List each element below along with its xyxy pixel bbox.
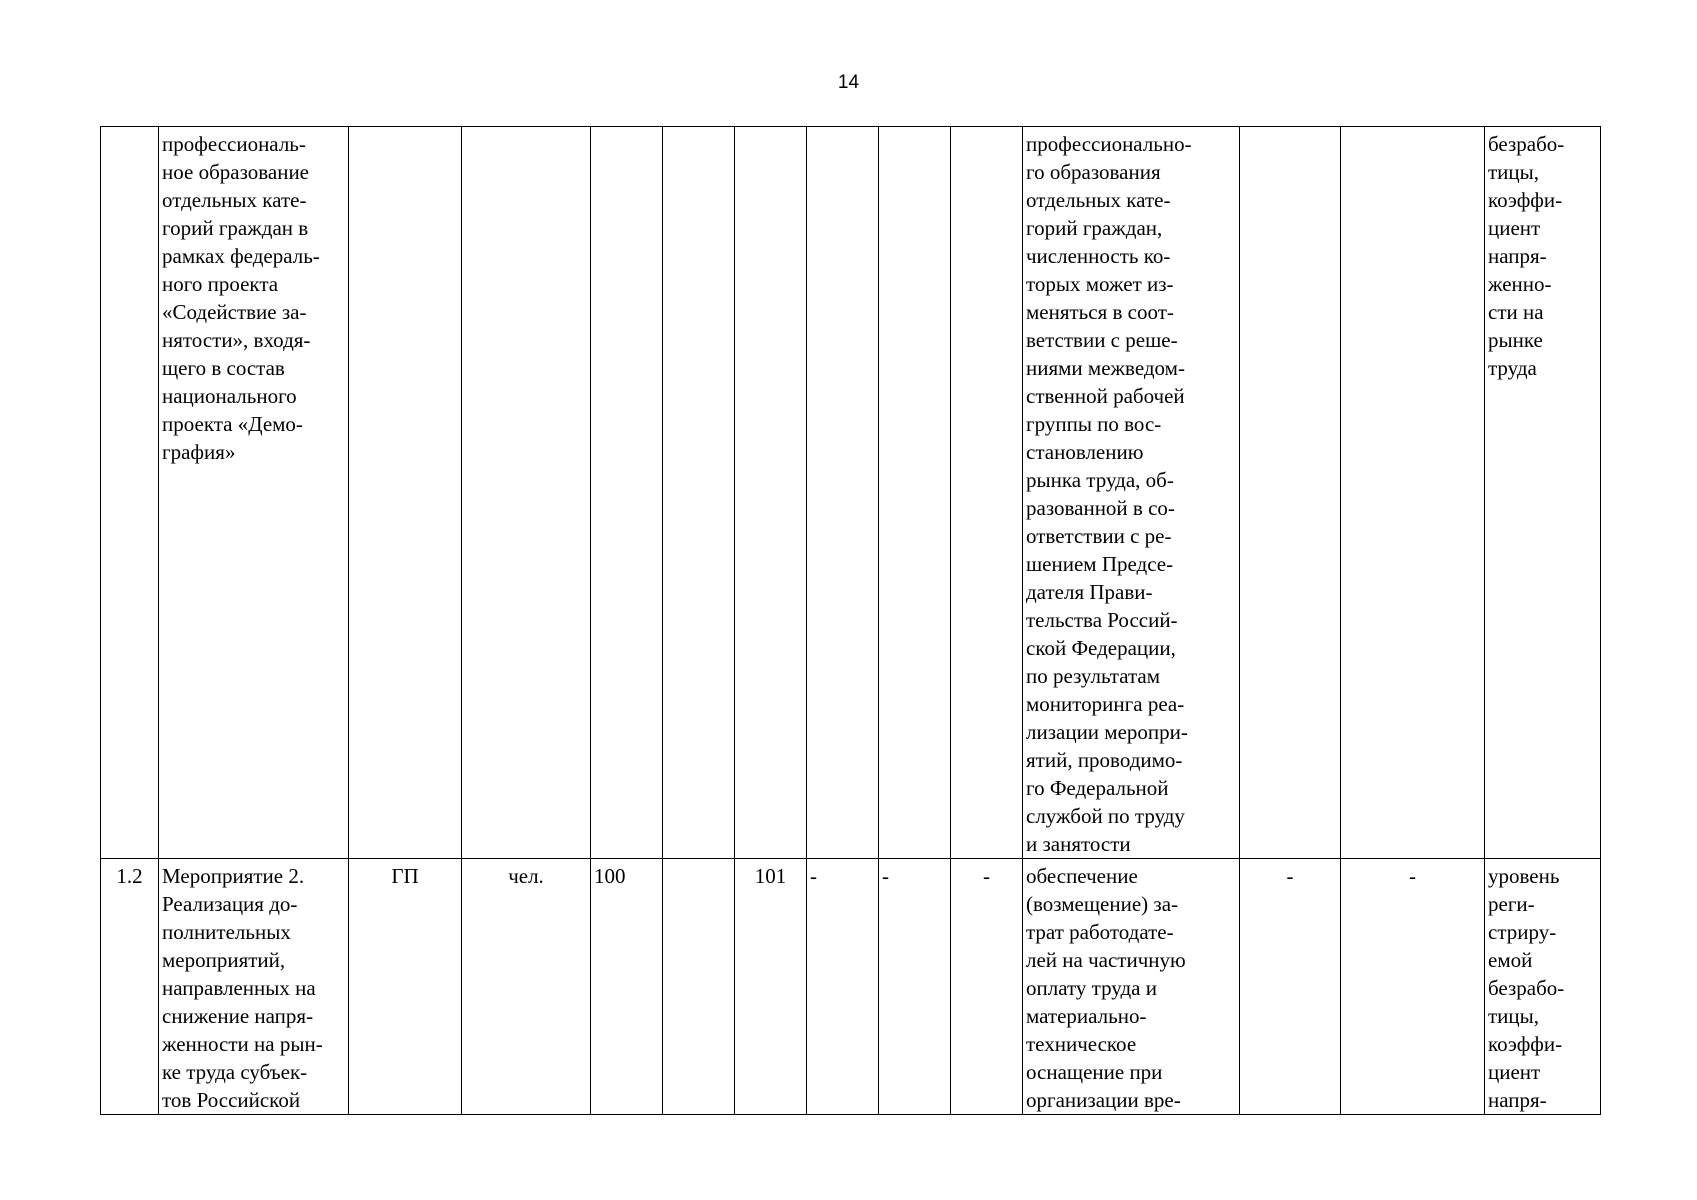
value-cell — [591, 127, 663, 859]
value-cell: - — [1341, 859, 1485, 1115]
unit-cell — [462, 127, 591, 859]
program-cell: ГП — [349, 859, 462, 1115]
unit-cell: чел. — [462, 859, 591, 1115]
value-cell: - — [951, 859, 1023, 1115]
description-cell: обеспечение (возмещение) за- трат работодате- лей на частичную оплату труда и материально- техническое оснащение при организации вре- — [1023, 859, 1240, 1115]
value-cell: - — [1240, 859, 1341, 1115]
value-cell — [1240, 127, 1341, 859]
value-cell — [1341, 127, 1485, 859]
value-cell — [735, 127, 807, 859]
measure-name-cell: профессиональ- ное образование отдельных кате- горий граждан в рамках федераль- ного проекта «Содействие за- нятости», входя- щего в состав национального проекта «Демо- графия» — [159, 127, 349, 859]
value-cell: - — [807, 859, 879, 1115]
indicator-cell: уровень реги- стриру- емой безрабо- тицы, коэффи- циент напря- — [1485, 859, 1601, 1115]
row-number-cell: 1.2 — [101, 859, 159, 1115]
measure-name-cell: Мероприятие 2. Реализация до- полнительных мероприятий, направленных на снижение напря- женности на рын- ке труда субъек- тов Российской — [159, 859, 349, 1115]
indicator-cell: безрабо- тицы, коэффи- циент напря- женно- сти на рынке труда — [1485, 127, 1601, 859]
value-cell — [879, 127, 951, 859]
page-number: 14 — [837, 72, 860, 93]
description-cell: профессионально- го образования отдельных кате- горий граждан, численность ко- торых может из- меняться в соот- ветствии с реше- ниями межведом- ственной рабочей группы по вос- становлению рынка труда, об- разованной в со- ответствии с ре- шением Предсе- дателя Прави- тельства Россий- ской Федерации, по результатам мониторинга реа- лизации меропри- ятий, проводимо- го Федеральной службой по труду и занятости — [1023, 127, 1240, 859]
table-row — [101, 127, 1601, 859]
row-number-cell — [101, 127, 159, 859]
value-cell — [663, 127, 735, 859]
value-cell: 101 — [735, 859, 807, 1115]
program-cell — [349, 127, 462, 859]
value-cell — [663, 859, 735, 1115]
value-cell: - — [879, 859, 951, 1115]
measures-table — [100, 126, 1601, 1115]
value-cell: 100 — [591, 859, 663, 1115]
value-cell — [807, 127, 879, 859]
table-row — [101, 859, 1601, 1115]
value-cell — [951, 127, 1023, 859]
